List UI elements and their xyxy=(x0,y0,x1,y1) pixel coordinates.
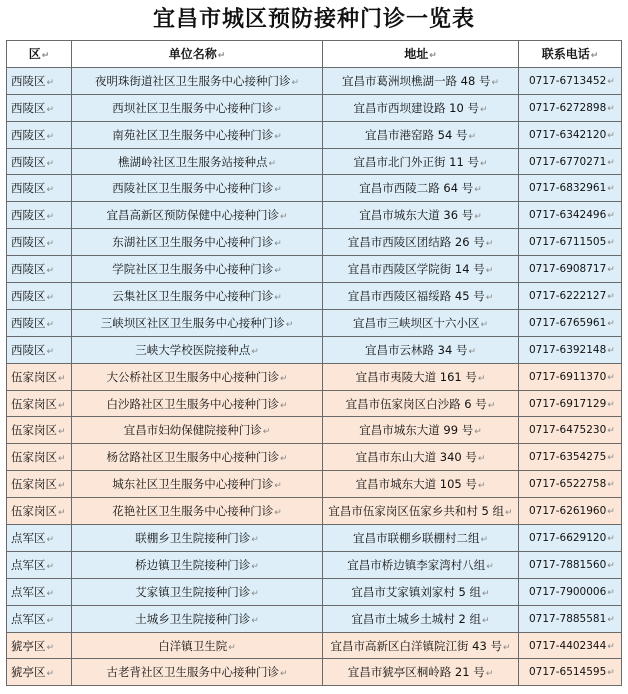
district-cell: 猇亭区↵ xyxy=(7,659,72,686)
table-row xyxy=(7,67,622,94)
address-cell: 宜昌市伍家岗区伍家乡共和村 5 组↵ xyxy=(323,498,519,525)
table-row xyxy=(7,578,622,605)
phone-cell: 0717-6713452↵ xyxy=(519,67,622,94)
address-cell: 宜昌市港窑路 54 号↵ xyxy=(323,121,519,148)
district-cell: 西陵区↵ xyxy=(7,202,72,229)
unit-name-cell: 城东社区卫生服务中心接种门诊↵ xyxy=(72,471,323,498)
address-cell: 宜昌市西陵二路 64 号↵ xyxy=(323,175,519,202)
unit-name-cell: 东湖社区卫生服务中心接种门诊↵ xyxy=(72,229,323,256)
header-district: 区↵ xyxy=(7,41,72,68)
unit-name-cell: 古老背社区卫生服务中心接种门诊↵ xyxy=(72,659,323,686)
district-cell: 西陵区↵ xyxy=(7,336,72,363)
address-cell: 宜昌市西陵区福绥路 45 号↵ xyxy=(323,283,519,310)
table-row xyxy=(7,283,622,310)
phone-cell: 0717-4402344↵ xyxy=(519,632,622,659)
table-row xyxy=(7,605,622,632)
unit-name-cell: 樵湖岭社区卫生服务站接种点↵ xyxy=(72,148,323,175)
phone-cell: 0717-6261960↵ xyxy=(519,498,622,525)
unit-name-cell: 桥边镇卫生院接种门诊↵ xyxy=(72,551,323,578)
clinic-table xyxy=(6,40,622,686)
table-row xyxy=(7,336,622,363)
unit-name-cell: 夜明珠街道社区卫生服务中心接种门诊↵ xyxy=(72,67,323,94)
table-row xyxy=(7,175,622,202)
district-cell: 西陵区↵ xyxy=(7,67,72,94)
table-row xyxy=(7,417,622,444)
unit-name-cell: 花艳社区卫生服务中心接种门诊↵ xyxy=(72,498,323,525)
table-row xyxy=(7,471,622,498)
district-cell: 西陵区↵ xyxy=(7,309,72,336)
phone-cell: 0717-6392148↵ xyxy=(519,336,622,363)
address-cell: 宜昌市三峡坝区十六小区↵ xyxy=(323,309,519,336)
district-cell: 点军区↵ xyxy=(7,605,72,632)
district-cell: 伍家岗区↵ xyxy=(7,444,72,471)
unit-name-cell: 西陵社区卫生服务中心接种门诊↵ xyxy=(72,175,323,202)
phone-cell: 0717-6770271↵ xyxy=(519,148,622,175)
table-row xyxy=(7,229,622,256)
unit-name-cell: 三峡坝区社区卫生服务中心接种门诊↵ xyxy=(72,309,323,336)
address-cell: 宜昌市联棚乡联棚村二组↵ xyxy=(323,525,519,552)
address-cell: 宜昌市艾家镇刘家村 5 组↵ xyxy=(323,578,519,605)
address-cell: 宜昌市土城乡土城村 2 组↵ xyxy=(323,605,519,632)
unit-name-cell: 杨岔路社区卫生服务中心接种门诊↵ xyxy=(72,444,323,471)
table-row xyxy=(7,121,622,148)
phone-cell: 0717-6629120↵ xyxy=(519,525,622,552)
phone-cell: 0717-6908717↵ xyxy=(519,256,622,283)
header-phone: 联系电话↵ xyxy=(519,41,622,68)
table-row xyxy=(7,525,622,552)
phone-cell: 0717-6514595↵ xyxy=(519,659,622,686)
phone-cell: 0717-6475230↵ xyxy=(519,417,622,444)
phone-cell: 0717-7885581↵ xyxy=(519,605,622,632)
address-cell: 宜昌市高新区白洋镇院江街 43 号↵ xyxy=(323,632,519,659)
address-cell: 宜昌市城东大道 99 号↵ xyxy=(323,417,519,444)
phone-cell: 0717-6342120↵ xyxy=(519,121,622,148)
unit-name-cell: 南苑社区卫生服务中心接种门诊↵ xyxy=(72,121,323,148)
phone-cell: 0717-6711505↵ xyxy=(519,229,622,256)
header-unit: 单位名称↵ xyxy=(72,41,323,68)
district-cell: 西陵区↵ xyxy=(7,94,72,121)
district-cell: 伍家岗区↵ xyxy=(7,390,72,417)
district-cell: 点军区↵ xyxy=(7,525,72,552)
phone-cell: 0717-6342496↵ xyxy=(519,202,622,229)
district-cell: 点军区↵ xyxy=(7,578,72,605)
address-cell: 宜昌市西陵区团结路 26 号↵ xyxy=(323,229,519,256)
district-cell: 猇亭区↵ xyxy=(7,632,72,659)
page-title: 宜昌市城区预防接种门诊一览表 xyxy=(152,7,475,32)
district-cell: 西陵区↵ xyxy=(7,256,72,283)
address-cell: 宜昌市西陵区学院街 14 号↵ xyxy=(323,256,519,283)
district-cell: 伍家岗区↵ xyxy=(7,498,72,525)
district-cell: 西陵区↵ xyxy=(7,148,72,175)
table-row xyxy=(7,94,622,121)
district-cell: 西陵区↵ xyxy=(7,229,72,256)
address-cell: 宜昌市桥边镇李家湾村八组↵ xyxy=(323,551,519,578)
unit-name-cell: 三峡大学校医院接种点↵ xyxy=(72,336,323,363)
unit-name-cell: 西坝社区卫生服务中心接种门诊↵ xyxy=(72,94,323,121)
unit-name-cell: 大公桥社区卫生服务中心接种门诊↵ xyxy=(72,363,323,390)
phone-cell: 0717-6222127↵ xyxy=(519,283,622,310)
table-row xyxy=(7,659,622,686)
phone-cell: 0717-6765961↵ xyxy=(519,309,622,336)
phone-cell: 0717-6354275↵ xyxy=(519,444,622,471)
district-cell: 伍家岗区↵ xyxy=(7,471,72,498)
header-row xyxy=(7,41,622,68)
header-address: 地址↵ xyxy=(323,41,519,68)
table-row xyxy=(7,148,622,175)
address-cell: 宜昌市猇亭区桐岭路 21 号↵ xyxy=(323,659,519,686)
phone-cell: 0717-6911370↵ xyxy=(519,363,622,390)
unit-name-cell: 宜昌高新区预防保健中心接种门诊↵ xyxy=(72,202,323,229)
address-cell: 宜昌市西坝建设路 10 号↵ xyxy=(323,94,519,121)
unit-name-cell: 艾家镇卫生院接种门诊↵ xyxy=(72,578,323,605)
district-cell: 点军区↵ xyxy=(7,551,72,578)
table-row xyxy=(7,256,622,283)
unit-name-cell: 白洋镇卫生院↵ xyxy=(72,632,323,659)
address-cell: 宜昌市云林路 34 号↵ xyxy=(323,336,519,363)
district-cell: 西陵区↵ xyxy=(7,121,72,148)
district-cell: 西陵区↵ xyxy=(7,283,72,310)
district-cell: 伍家岗区↵ xyxy=(7,417,72,444)
address-cell: 宜昌市夷陵大道 161 号↵ xyxy=(323,363,519,390)
phone-cell: 0717-6272898↵ xyxy=(519,94,622,121)
unit-name-cell: 学院社区卫生服务中心接种门诊↵ xyxy=(72,256,323,283)
phone-cell: 0717-7900006↵ xyxy=(519,578,622,605)
unit-name-cell: 宜昌市妇幼保健院接种门诊↵ xyxy=(72,417,323,444)
address-cell: 宜昌市城东大道 105 号↵ xyxy=(323,471,519,498)
table-row xyxy=(7,632,622,659)
phone-cell: 0717-7881560↵ xyxy=(519,551,622,578)
address-cell: 宜昌市葛洲坝樵湖一路 48 号↵ xyxy=(323,67,519,94)
table-row xyxy=(7,551,622,578)
address-cell: 宜昌市城东大道 36 号↵ xyxy=(323,202,519,229)
address-cell: 宜昌市伍家岗区白沙路 6 号↵ xyxy=(323,390,519,417)
district-cell: 西陵区↵ xyxy=(7,175,72,202)
unit-name-cell: 土城乡卫生院接种门诊↵ xyxy=(72,605,323,632)
table-row xyxy=(7,444,622,471)
unit-name-cell: 联棚乡卫生院接种门诊↵ xyxy=(72,525,323,552)
table-row xyxy=(7,390,622,417)
phone-cell: 0717-6917129↵ xyxy=(519,390,622,417)
table-row xyxy=(7,202,622,229)
district-cell: 伍家岗区↵ xyxy=(7,363,72,390)
table-row xyxy=(7,309,622,336)
unit-name-cell: 白沙路社区卫生服务中心接种门诊↵ xyxy=(72,390,323,417)
table-row xyxy=(7,498,622,525)
table-row xyxy=(7,363,622,390)
phone-cell: 0717-6832961↵ xyxy=(519,175,622,202)
address-cell: 宜昌市北门外正街 11 号↵ xyxy=(323,148,519,175)
address-cell: 宜昌市东山大道 340 号↵ xyxy=(323,444,519,471)
phone-cell: 0717-6522758↵ xyxy=(519,471,622,498)
unit-name-cell: 云集社区卫生服务中心接种门诊↵ xyxy=(72,283,323,310)
